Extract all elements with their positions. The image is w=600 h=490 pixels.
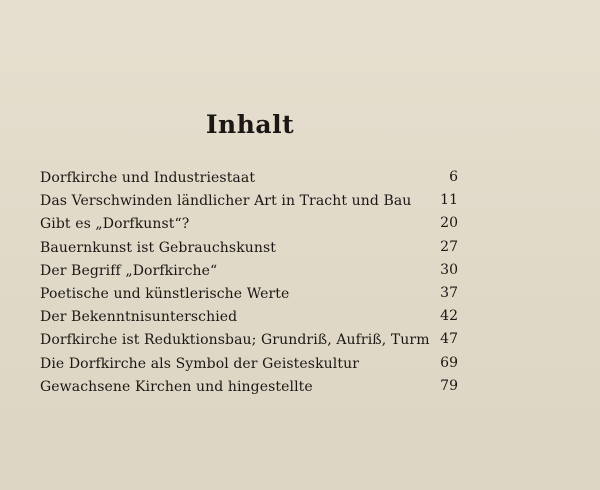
toc-entry-page: 20 [440, 215, 458, 232]
toc-entry-title: Dorfkirche und Industriestaat [40, 170, 256, 186]
toc-entry [40, 260, 460, 283]
toc-entry [40, 283, 460, 306]
toc-entry [40, 190, 460, 213]
toc-entry-page: 47 [440, 331, 458, 348]
toc-entry-title: Der Bekenntnisunterschied [40, 309, 238, 326]
toc-entry-title: Das Verschwinden ländlicher Art in Tracht und Bau [40, 193, 412, 210]
toc-entry-page: 30 [440, 261, 458, 278]
toc-entry-title: Die Dorfkirche als Symbol der Geisteskultur [40, 355, 359, 372]
toc-entry-page: 6 [449, 169, 458, 185]
toc-entry-title: Dorfkirche ist Reduktionsbau; Grundriß, Aufriß, Turm [40, 332, 430, 349]
toc-entry-page: 27 [440, 238, 458, 255]
toc-entry-page: 69 [440, 354, 458, 371]
toc-entry [40, 167, 460, 190]
toc-entry [40, 237, 460, 260]
table-of-contents [40, 167, 460, 399]
toc-entry [40, 353, 460, 376]
toc-entry-title: Gibt es „Dorfkunst“? [40, 216, 190, 233]
toc-entry-page: 37 [440, 284, 458, 301]
toc-entry [40, 306, 460, 329]
toc-entry-title: Gewachsene Kirchen und hingestellte [40, 378, 313, 395]
toc-entry-title: Poetische und künstlerische Werte [40, 285, 290, 302]
toc-entry-page: 11 [440, 192, 458, 209]
toc-entry-page: 79 [440, 377, 458, 394]
toc-entry-title: Bauernkunst ist Gebrauchskunst [40, 239, 277, 256]
contents-heading: Inhalt [205, 110, 295, 139]
toc-entry-title: Der Begriff „Dorfkirche“ [40, 262, 218, 279]
toc-entry [40, 376, 460, 399]
toc-entry-page: 42 [440, 308, 458, 325]
toc-entry [40, 213, 460, 236]
toc-entry [40, 329, 460, 352]
